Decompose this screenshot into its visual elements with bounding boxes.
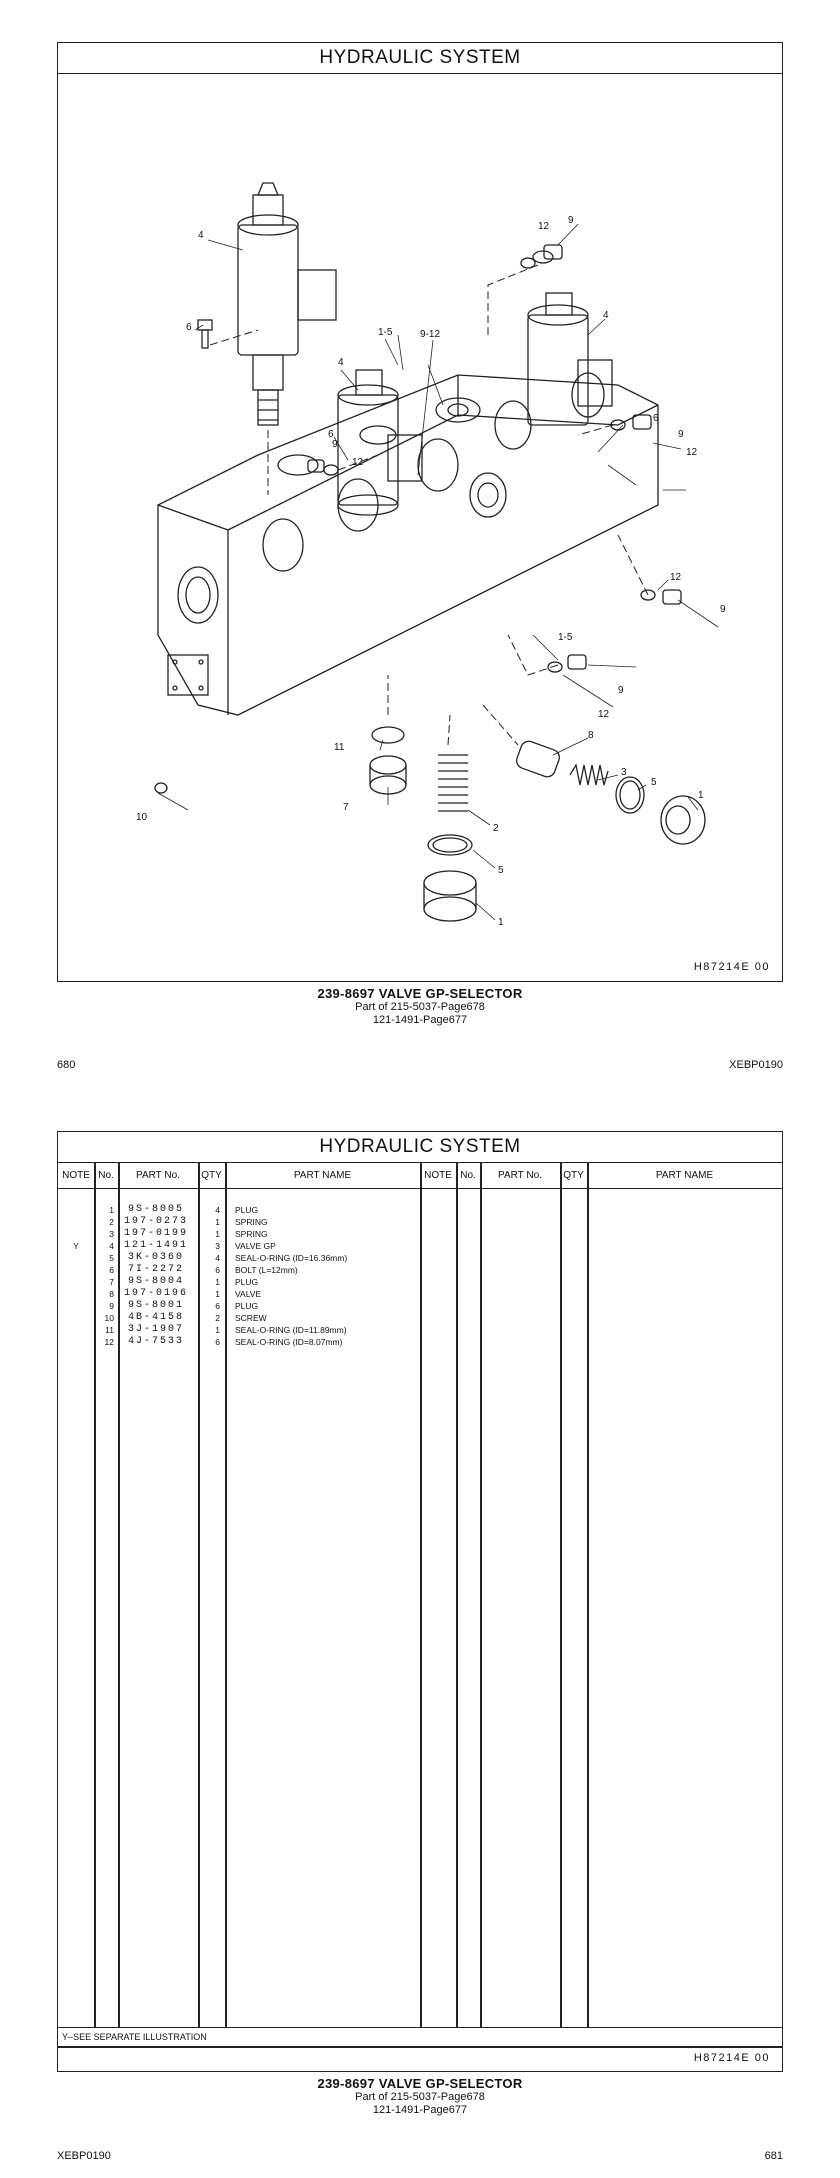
cell-no: 9 (109, 1301, 114, 1311)
cell-part-name: VALVE (235, 1289, 262, 1299)
cell-qty: 1 (215, 1289, 220, 1299)
cell-part-name: PLUG (235, 1301, 259, 1311)
cell-note: Y (73, 1241, 79, 1251)
header-qty: QTY (201, 1170, 222, 1181)
header-part-name: PART NAME (293, 1170, 352, 1181)
callout-6-right: 6 (653, 413, 659, 424)
table-row (58, 1204, 418, 1216)
header-part-no-2: PART No. (498, 1170, 542, 1181)
header-no-2: No. (460, 1170, 476, 1181)
exploded-valve-illustration (58, 75, 780, 935)
cell-no: 4 (109, 1241, 114, 1251)
callout-12-right-lower: 12 (670, 572, 682, 583)
parts-list-title: HYDRAULIC SYSTEM (58, 1132, 782, 1163)
solenoid-valve-center (338, 370, 422, 515)
plug-9-lower (548, 655, 586, 672)
cell-part-no: 3J-1907 (127, 1324, 184, 1335)
caption-sub1-2: Part of 215-5037-Page678 (355, 2091, 485, 2103)
cell-part-no: 9S-8005 (127, 1204, 184, 1215)
cell-part-name: SPRING (235, 1217, 268, 1227)
callout-4-right: 4 (603, 310, 609, 321)
cell-no: 5 (109, 1253, 114, 1263)
cell-no: 12 (104, 1337, 114, 1347)
callout-4-left: 4 (198, 230, 204, 241)
cell-part-name: PLUG (235, 1277, 259, 1287)
document-code-left: XEBP0190 (57, 2150, 111, 2162)
table-row (58, 1228, 418, 1240)
header-note-2: NOTE (424, 1170, 452, 1181)
table-row (58, 1312, 418, 1324)
caption-main: 239-8697 VALVE GP-SELECTOR (317, 986, 523, 1001)
cell-part-no: 7I-2272 (127, 1264, 184, 1275)
table-row (58, 1240, 418, 1252)
cell-part-no: 121-1491 (123, 1240, 188, 1251)
plug-9-top (521, 245, 562, 268)
caption-sub2-2: 121-1491-Page677 (372, 2104, 468, 2116)
callout-12-left: 12 (352, 457, 364, 468)
cell-part-name: BOLT (L=12mm) (235, 1265, 298, 1275)
valve-8 (514, 739, 561, 779)
cell-part-name: SCREW (235, 1313, 267, 1323)
cell-qty: 4 (215, 1253, 220, 1263)
cell-part-no: 197-0273 (123, 1216, 188, 1227)
cell-part-name: PLUG (235, 1205, 259, 1215)
bolt-6 (198, 320, 212, 348)
column-divider (560, 1163, 562, 2027)
cell-qty: 1 (215, 1325, 220, 1335)
cell-no: 8 (109, 1289, 114, 1299)
callout-1-5-right: 1-5 (558, 632, 573, 643)
manifold-body (158, 375, 658, 715)
plug-9-right-upper (611, 415, 651, 430)
callout-9-top: 9 (568, 215, 574, 226)
callout-7: 7 (343, 802, 349, 813)
table-row (58, 1216, 418, 1228)
cell-no: 11 (105, 1325, 114, 1335)
callout-11: 11 (334, 742, 345, 753)
cell-part-no: 197-0199 (123, 1228, 188, 1239)
table-row (58, 1336, 418, 1348)
solenoid-valve-right (528, 293, 612, 425)
callout-6-center: 6 (328, 429, 334, 440)
illustration-frame (57, 42, 783, 982)
cell-qty: 6 (215, 1265, 220, 1275)
drawing-number: H87214E 00 (693, 961, 770, 973)
cell-part-name: VALVE GP (235, 1241, 276, 1251)
cell-part-no: 9S-8004 (127, 1276, 184, 1287)
caption-main-2: 239-8697 VALVE GP-SELECTOR (317, 2076, 523, 2091)
table-row (58, 1300, 418, 1312)
cell-no: 2 (109, 1217, 114, 1227)
cell-part-no: 197-0196 (123, 1288, 188, 1299)
cell-part-name: SEAL-O-RING (ID=16.36mm) (235, 1253, 348, 1263)
page-number-right: 681 (764, 2150, 783, 2162)
header-part-name-2: PART NAME (655, 1170, 714, 1181)
caption-sub2: 121-1491-Page677 (372, 1014, 468, 1026)
page-title: HYDRAULIC SYSTEM (58, 43, 782, 74)
callout-12-top: 12 (538, 221, 550, 232)
plug-9-left (308, 460, 338, 475)
callout-5-right: 5 (651, 777, 657, 788)
footnote-divider (58, 2046, 782, 2048)
callout-10: 10 (136, 812, 148, 823)
drawing-number-2: H87214E 00 (693, 2052, 770, 2064)
callout-3: 3 (621, 767, 627, 778)
cell-no: 7 (109, 1277, 114, 1287)
callout-1-lower: 1 (498, 917, 504, 928)
table-row (58, 1264, 418, 1276)
table-row (58, 1324, 418, 1336)
cell-no: 6 (109, 1265, 114, 1275)
callout-9-left: 9 (332, 439, 338, 450)
callout-4-center: 4 (338, 357, 344, 368)
callout-1-right: 1 (698, 790, 704, 801)
callout-12-right-upper: 12 (686, 447, 698, 458)
cell-no: 10 (104, 1313, 114, 1323)
cell-qty: 6 (215, 1337, 220, 1347)
callout-1-5-top: 1-5 (378, 327, 393, 338)
parts-list-frame (57, 1131, 783, 2072)
cell-no: 3 (109, 1229, 114, 1239)
header-qty-2: QTY (563, 1170, 584, 1181)
callout-9-lower: 9 (618, 685, 624, 696)
cell-part-no: 4J-7533 (127, 1336, 184, 1347)
cell-qty: 1 (215, 1277, 220, 1287)
cell-part-no: 9S-8001 (127, 1300, 184, 1311)
cell-part-no: 4B-4158 (127, 1312, 184, 1323)
page-number-left: 680 (57, 1059, 76, 1071)
cell-qty: 4 (215, 1205, 220, 1215)
cell-qty: 1 (215, 1229, 220, 1239)
column-divider (456, 1163, 458, 2027)
cell-qty: 3 (215, 1241, 220, 1251)
callout-5-lower: 5 (498, 865, 504, 876)
callout-8: 8 (588, 730, 594, 741)
caption-page2 (0, 2076, 840, 2117)
cell-qty: 2 (215, 1313, 220, 1323)
callout-9-right-upper: 9 (678, 429, 684, 440)
cell-part-no: 3K-0360 (127, 1252, 184, 1263)
cell-qty: 1 (215, 1217, 220, 1227)
footnote: Y--SEE SEPARATE ILLUSTRATION (58, 2027, 782, 2046)
cell-qty: 6 (215, 1301, 220, 1311)
solenoid-valve-left (238, 183, 336, 425)
document-code-right: XEBP0190 (729, 1059, 783, 1071)
table-row (58, 1252, 418, 1264)
cell-no: 1 (109, 1205, 114, 1215)
caption-page1 (0, 986, 840, 1027)
callout-6-left: 6 (186, 322, 192, 333)
header-note: NOTE (62, 1170, 90, 1181)
cell-part-name: SEAL-O-RING (ID=8.07mm) (235, 1337, 343, 1347)
callout-9-12: 9-12 (420, 329, 441, 340)
spring-3 (570, 765, 608, 785)
callout-2: 2 (493, 823, 499, 834)
callout-labels (136, 215, 726, 928)
column-divider (480, 1163, 482, 2027)
callout-9-right-lower: 9 (720, 604, 726, 615)
cell-part-name: SEAL-O-RING (ID=11.89mm) (235, 1325, 347, 1335)
table-row (58, 1288, 418, 1300)
cell-part-name: SPRING (235, 1229, 268, 1239)
header-no: No. (98, 1170, 114, 1181)
caption-sub1: Part of 215-5037-Page678 (355, 1001, 485, 1013)
column-divider (587, 1163, 589, 2027)
callout-12-lower: 12 (598, 709, 610, 720)
header-part-no: PART No. (136, 1170, 180, 1181)
table-row (58, 1276, 418, 1288)
